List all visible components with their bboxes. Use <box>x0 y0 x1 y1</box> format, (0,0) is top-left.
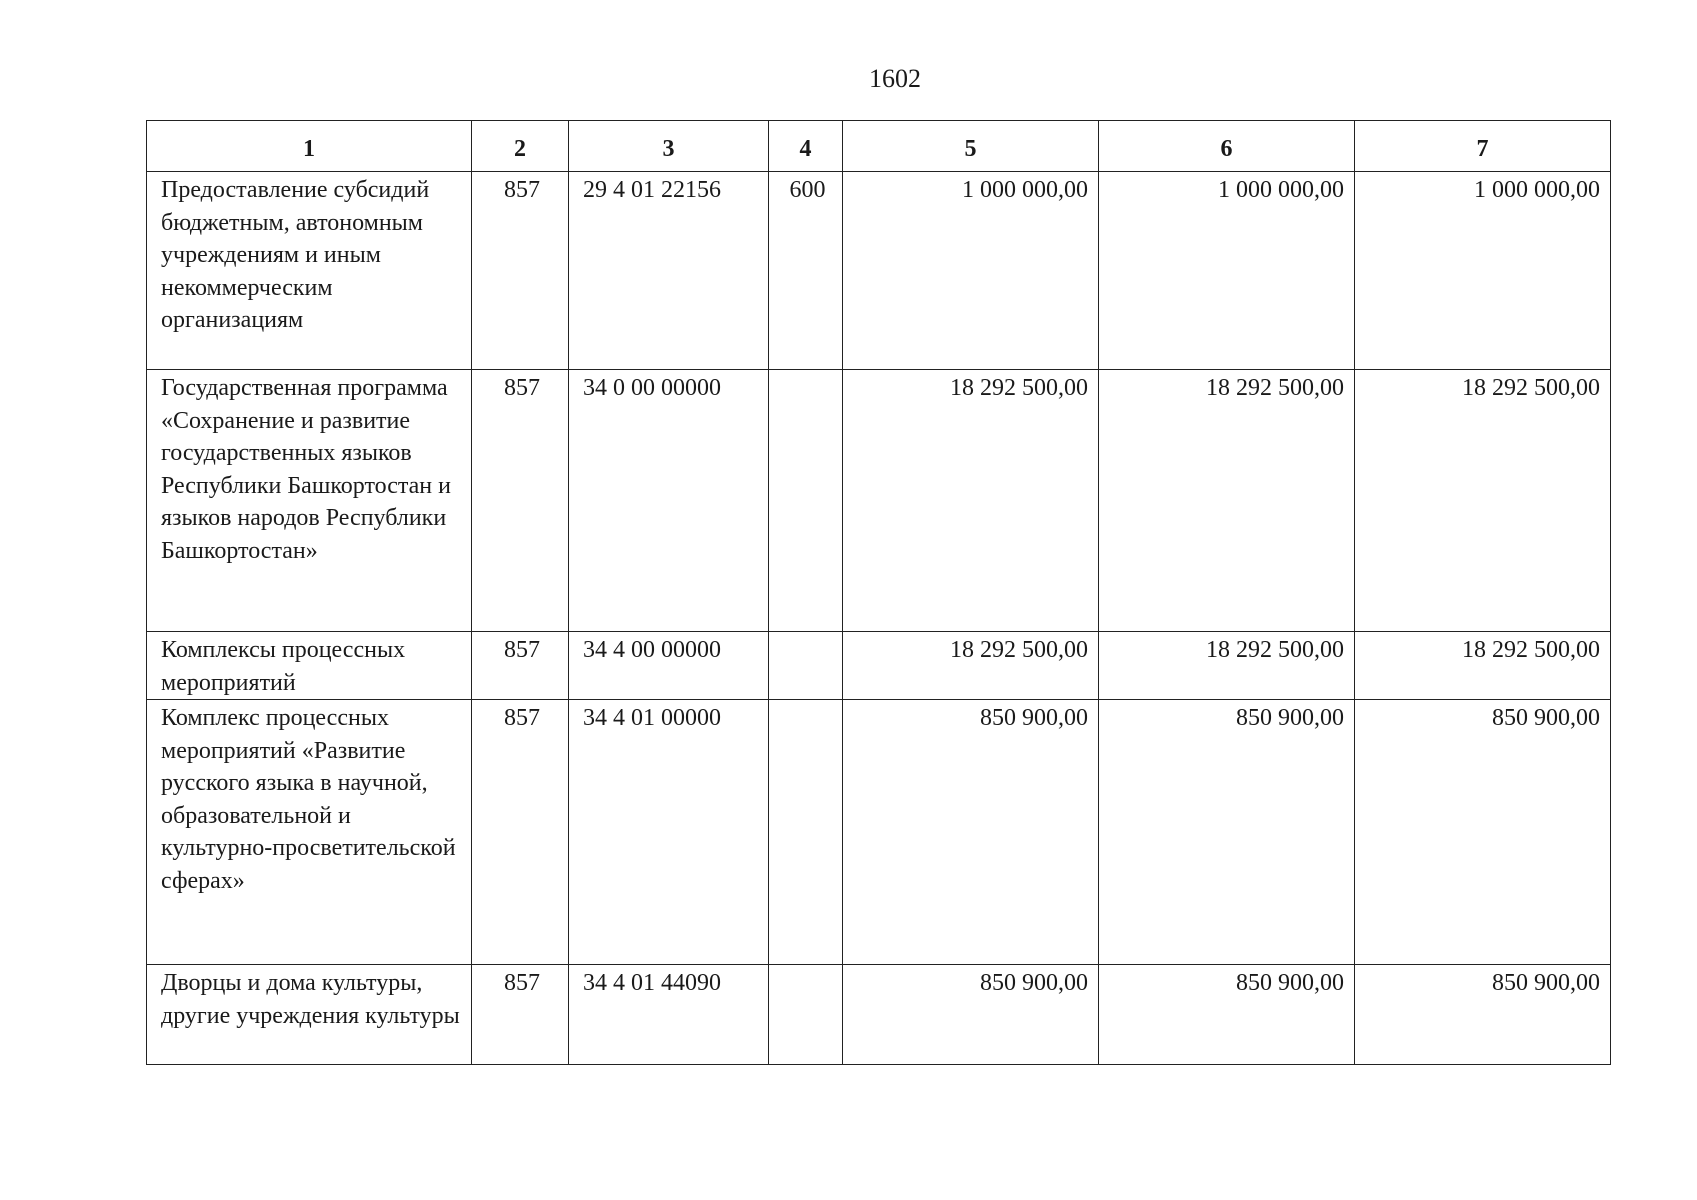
row-name: Предоставление субсидий бюджетным, автономным учреждениям и иным некоммерческим организациям <box>147 172 472 370</box>
cell-amount-7: 850 900,00 <box>1355 965 1611 1065</box>
cell-amount-5: 850 900,00 <box>843 700 1099 965</box>
table-row <box>147 632 1611 700</box>
cell-ministry-code: 857 <box>472 632 569 700</box>
cell-amount-5: 18 292 500,00 <box>843 632 1099 700</box>
column-header: 5 <box>843 121 1099 172</box>
cell-ministry-code: 857 <box>472 965 569 1065</box>
cell-amount-6: 18 292 500,00 <box>1099 370 1355 632</box>
cell-target-code: 29 4 01 22156 <box>569 172 769 370</box>
cell-amount-6: 850 900,00 <box>1099 965 1355 1065</box>
table-row <box>147 965 1611 1065</box>
cell-amount-6: 850 900,00 <box>1099 700 1355 965</box>
table-row <box>147 700 1611 965</box>
column-header: 4 <box>769 121 843 172</box>
cell-ministry-code: 857 <box>472 172 569 370</box>
row-name: Дворцы и дома культуры, другие учреждения культуры <box>147 965 472 1065</box>
column-header: 1 <box>147 121 472 172</box>
row-name: Комплекс процессных мероприятий «Развитие русского языка в научной, образовательной и культурно-просветительской сферах» <box>147 700 472 965</box>
budget-table <box>146 120 1611 1065</box>
cell-target-code: 34 4 00 00000 <box>569 632 769 700</box>
column-header: 3 <box>569 121 769 172</box>
cell-expense-type <box>769 700 843 965</box>
cell-amount-5: 18 292 500,00 <box>843 370 1099 632</box>
cell-amount-5: 850 900,00 <box>843 965 1099 1065</box>
column-header: 7 <box>1355 121 1611 172</box>
cell-amount-5: 1 000 000,00 <box>843 172 1099 370</box>
cell-target-code: 34 0 00 00000 <box>569 370 769 632</box>
cell-amount-6: 18 292 500,00 <box>1099 632 1355 700</box>
row-name: Комплексы процессных мероприятий <box>147 632 472 700</box>
cell-target-code: 34 4 01 00000 <box>569 700 769 965</box>
cell-amount-7: 18 292 500,00 <box>1355 370 1611 632</box>
cell-target-code: 34 4 01 44090 <box>569 965 769 1065</box>
cell-expense-type <box>769 965 843 1065</box>
table-row <box>147 172 1611 370</box>
cell-amount-7: 850 900,00 <box>1355 700 1611 965</box>
cell-expense-type <box>769 632 843 700</box>
cell-expense-type <box>769 370 843 632</box>
column-header: 2 <box>472 121 569 172</box>
row-name: Государственная программа «Сохранение и развитие государственных языков Республики Башкортостан и языков народов Республики Башкортостан» <box>147 370 472 632</box>
cell-amount-6: 1 000 000,00 <box>1099 172 1355 370</box>
cell-amount-7: 18 292 500,00 <box>1355 632 1611 700</box>
column-header: 6 <box>1099 121 1355 172</box>
page-number: 1602 <box>869 64 921 93</box>
cell-ministry-code: 857 <box>472 370 569 632</box>
header-row <box>147 121 1611 172</box>
table-row <box>147 370 1611 632</box>
cell-expense-type: 600 <box>769 172 843 370</box>
cell-amount-7: 1 000 000,00 <box>1355 172 1611 370</box>
cell-ministry-code: 857 <box>472 700 569 965</box>
